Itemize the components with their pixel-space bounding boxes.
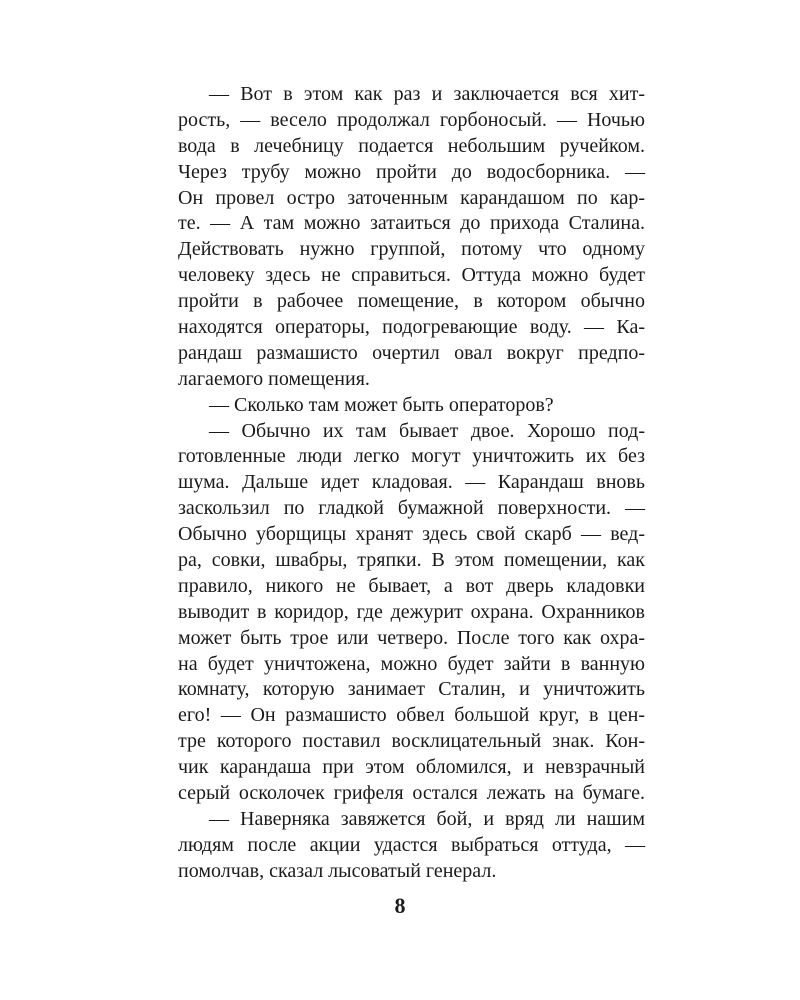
text-line: ра, совки, швабры, тряпки. В этом помещении, как [178, 549, 645, 572]
text-line: — Вот в этом как раз и заключается вся хит- [209, 83, 645, 105]
text-line: Обычно уборщицы хранят здесь свой скарб — вед- [178, 523, 645, 546]
text-line: на будет уничтожена, можно будет зайти в ванную [178, 652, 645, 675]
text-line: выводит в коридор, где дежурит охрана. Охранников [178, 600, 645, 623]
text-line: пройти в рабочее помещение, в котором обычно [178, 290, 645, 313]
text-line: серый осколочек грифеля остался лежать на бумаге. [178, 782, 645, 805]
text-line: комнату, которую занимает Сталин, и уничтожить [178, 678, 645, 701]
text-line: лагаемого помещения. [178, 367, 370, 390]
page-number: 8 [394, 893, 406, 918]
text-line: Он провел остро заточенным карандашом по кар- [178, 186, 645, 209]
text-line: готовленные люди легко могут уничтожить их без [178, 445, 645, 468]
text-line: те. — А там можно затаиться до прихода Сталина. [178, 212, 645, 235]
text-line: тре которого поставил восклицательный знак. Кон- [178, 730, 645, 753]
text-line: рость, — весело продолжал горбоносый. — Ночью [178, 108, 645, 131]
text-line: — Наверняка завяжется бой, и вряд ли нашим [209, 807, 645, 830]
text-line: может быть трое или четверо. После того как охра- [178, 626, 645, 649]
text-line: человеку здесь не справиться. Оттуда можно будет [178, 264, 645, 287]
text-line: — Обычно их там бывает двое. Хорошо под- [209, 419, 645, 442]
body-text [178, 82, 645, 885]
text-line: правило, никого не бывает, а вот дверь кладовки [178, 574, 645, 597]
text-line: Действовать нужно группой, потому что одному [178, 238, 645, 261]
text-line: его! — Он размашисто обвел большой круг, в цен- [178, 704, 645, 727]
text-line: — Сколько там может быть операторов? [209, 393, 554, 416]
text-line: шума. Дальше идет кладовая. — Карандаш вновь [178, 471, 645, 494]
text-line: Через трубу можно пройти до водосборника. — [178, 160, 645, 183]
text-line: заскользил по гладкой бумажной поверхности. — [178, 497, 645, 520]
text-line: помолчав, сказал лысоватый генерал. [178, 859, 497, 882]
text-line: людям после акции удастся выбраться оттуда, — [178, 833, 645, 856]
text-line: вода в лечебницу подается небольшим ручейком. [178, 134, 645, 157]
text-line: чик карандаша при этом обломился, и невзрачный [178, 756, 645, 779]
text-line: находятся операторы, подогревающие воду. — Ка- [178, 316, 645, 339]
text-line: рандаш размашисто очертил овал вокруг предпо- [178, 341, 645, 364]
